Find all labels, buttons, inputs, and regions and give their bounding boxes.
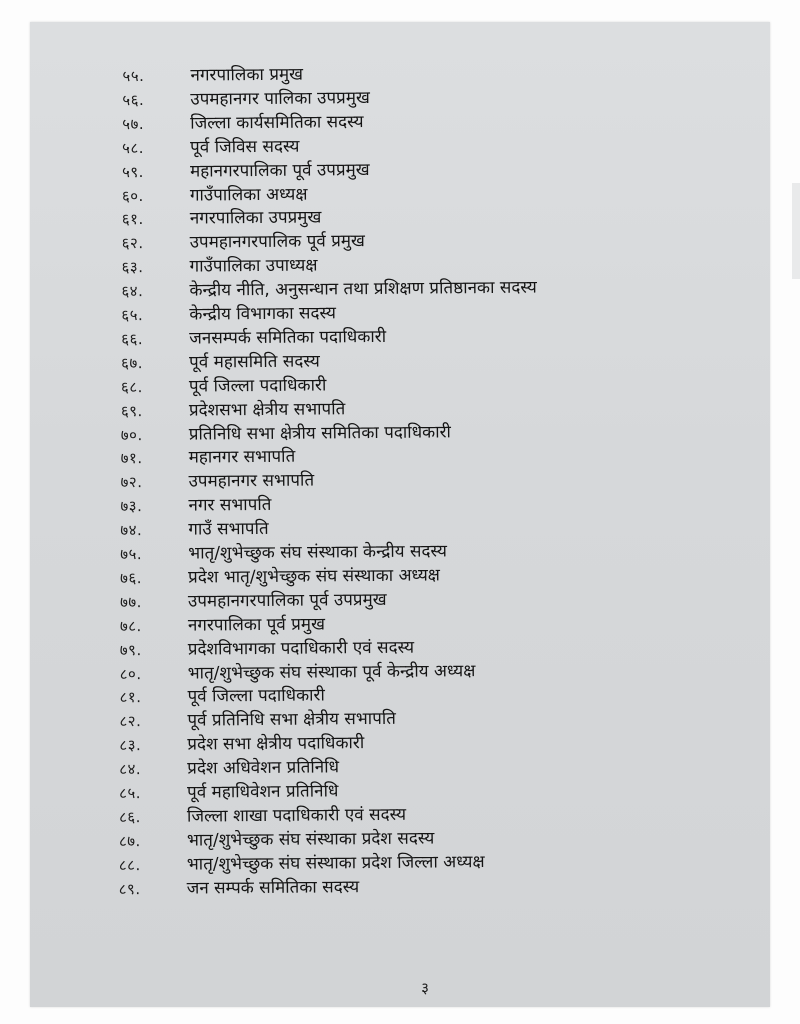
item-number: ८७. — [118, 831, 141, 851]
item-text: नगरपालिका उपप्रमुख — [189, 207, 322, 230]
item-number: ५६. — [122, 90, 145, 110]
item-text: महानगरपालिका पूर्व उपप्रमुख — [189, 159, 370, 182]
item-text: प्रदेशसभा क्षेत्रीय सभापति — [188, 398, 346, 421]
item-number: ८८. — [118, 855, 141, 874]
item-number: ८२. — [119, 712, 142, 731]
item-text: गाउँ सभापति — [188, 519, 269, 540]
document-page — [30, 22, 770, 1007]
item-text: उपमहानगरपालिका पूर्व उपप्रमुख — [187, 589, 387, 612]
item-number: ५५. — [122, 67, 145, 86]
item-text: पूर्व जिल्ला पदाधिकारी — [188, 375, 327, 397]
item-text: प्रदेश भातृ/शुभेच्छुक संघ संस्थाका अध्यक्ष — [188, 565, 441, 588]
item-number: ६५. — [121, 306, 144, 325]
item-number: ७८. — [119, 616, 142, 635]
item-text: केन्द्रीय नीति, अनुसन्धान तथा प्रशिक्षण प्रतिष्ठानका सदस्य — [189, 277, 537, 301]
item-number: ७४. — [120, 521, 143, 540]
item-text: जिल्ला शाखा पदाधिकारी एवं सदस्य — [186, 804, 407, 827]
item-number: ६४. — [121, 282, 144, 301]
item-number: ८६. — [118, 807, 141, 827]
item-number: ६०. — [121, 186, 144, 205]
item-text: भातृ/शुभेच्छुक संघ संस्थाका केन्द्रीय सदस्य — [188, 541, 448, 564]
item-number: ६७. — [121, 353, 144, 373]
item-number: ६३. — [121, 258, 144, 277]
item-text: प्रदेश अधिवेशन प्रतिनिधि — [187, 757, 340, 779]
item-number: ७९. — [119, 640, 142, 659]
item-number: ८१. — [119, 688, 142, 707]
item-text: गाउँपालिका अध्यक्ष — [189, 184, 308, 206]
item-number: ५९. — [121, 162, 144, 181]
item-text: नगरपालिका पूर्व प्रमुख — [187, 614, 326, 636]
item-text: पूर्व महाधिवेशन प्रतिनिधि — [187, 781, 339, 803]
item-text: भातृ/शुभेच्छुक संघ संस्थाका प्रदेश जिल्ला अध्यक्ष — [186, 851, 485, 875]
item-text: प्रतिनिधि सभा क्षेत्रीय समितिका पदाधिकारी — [188, 421, 452, 445]
item-number: ८४. — [119, 760, 142, 779]
item-text: गाउँपालिका उपाध्यक्ष — [189, 255, 318, 277]
item-text: उपमहानगर सभापति — [188, 470, 315, 492]
item-number: ६६. — [121, 329, 144, 349]
item-text: जन सम्पर्क समितिका सदस्य — [186, 876, 360, 899]
item-text: उपमहानगर पालिका उपप्रमुख — [190, 87, 370, 110]
item-text: पूर्व जिल्ला पदाधिकारी — [187, 685, 325, 708]
item-number: ५८. — [122, 138, 145, 157]
item-number: ८९. — [118, 879, 141, 898]
item-number: ८५. — [119, 784, 142, 803]
item-text: भातृ/शुभेच्छुक संघ संस्थाका प्रदेश सदस्य — [186, 828, 435, 851]
item-number: ७५. — [120, 545, 143, 564]
item-number: ५७. — [122, 114, 145, 133]
item-number: ७३. — [120, 497, 143, 516]
item-text: जनसम्पर्क समितिका पदाधिकारी — [189, 326, 387, 349]
item-text: भातृ/शुभेच्छुक संघ संस्थाका पूर्व केन्द्रीय अध्यक्ष — [187, 660, 476, 684]
item-text: नगरपालिका प्रमुख — [190, 64, 304, 86]
item-number: ७०. — [120, 425, 143, 444]
item-text: पूर्व महासमिति सदस्य — [189, 351, 320, 373]
item-text: पूर्व प्रतिनिधि सभा क्षेत्रीय सभापति — [187, 709, 397, 731]
item-number: ७२. — [120, 473, 143, 492]
item-number: ७१. — [120, 449, 143, 468]
item-text: जिल्ला कार्यसमितिका सदस्य — [190, 111, 364, 134]
item-text: नगर सभापति — [188, 495, 272, 516]
item-number: ८०. — [119, 664, 142, 683]
item-number: ७७. — [119, 592, 142, 612]
item-number: ६१. — [121, 210, 144, 229]
entry-list — [30, 16, 779, 1007]
item-text: प्रदेश सभा क्षेत्रीय पदाधिकारी — [187, 733, 365, 755]
item-text: केन्द्रीय विभागका सदस्य — [189, 303, 337, 325]
item-number: ८३. — [119, 736, 142, 755]
item-text: प्रदेशविभागका पदाधिकारी एवं सदस्य — [187, 637, 415, 660]
item-number: ६८. — [120, 377, 143, 396]
item-number: ७६. — [120, 568, 143, 588]
item-text: पूर्व जिविस सदस्य — [190, 136, 300, 158]
item-text: उपमहानगरपालिक पूर्व प्रमुख — [189, 231, 365, 253]
edge-tab — [792, 183, 800, 279]
page-number: ३ — [421, 979, 429, 997]
item-number: ६९. — [120, 401, 143, 420]
item-text: महानगर सभापति — [188, 447, 296, 469]
item-number: ६२. — [121, 234, 144, 253]
